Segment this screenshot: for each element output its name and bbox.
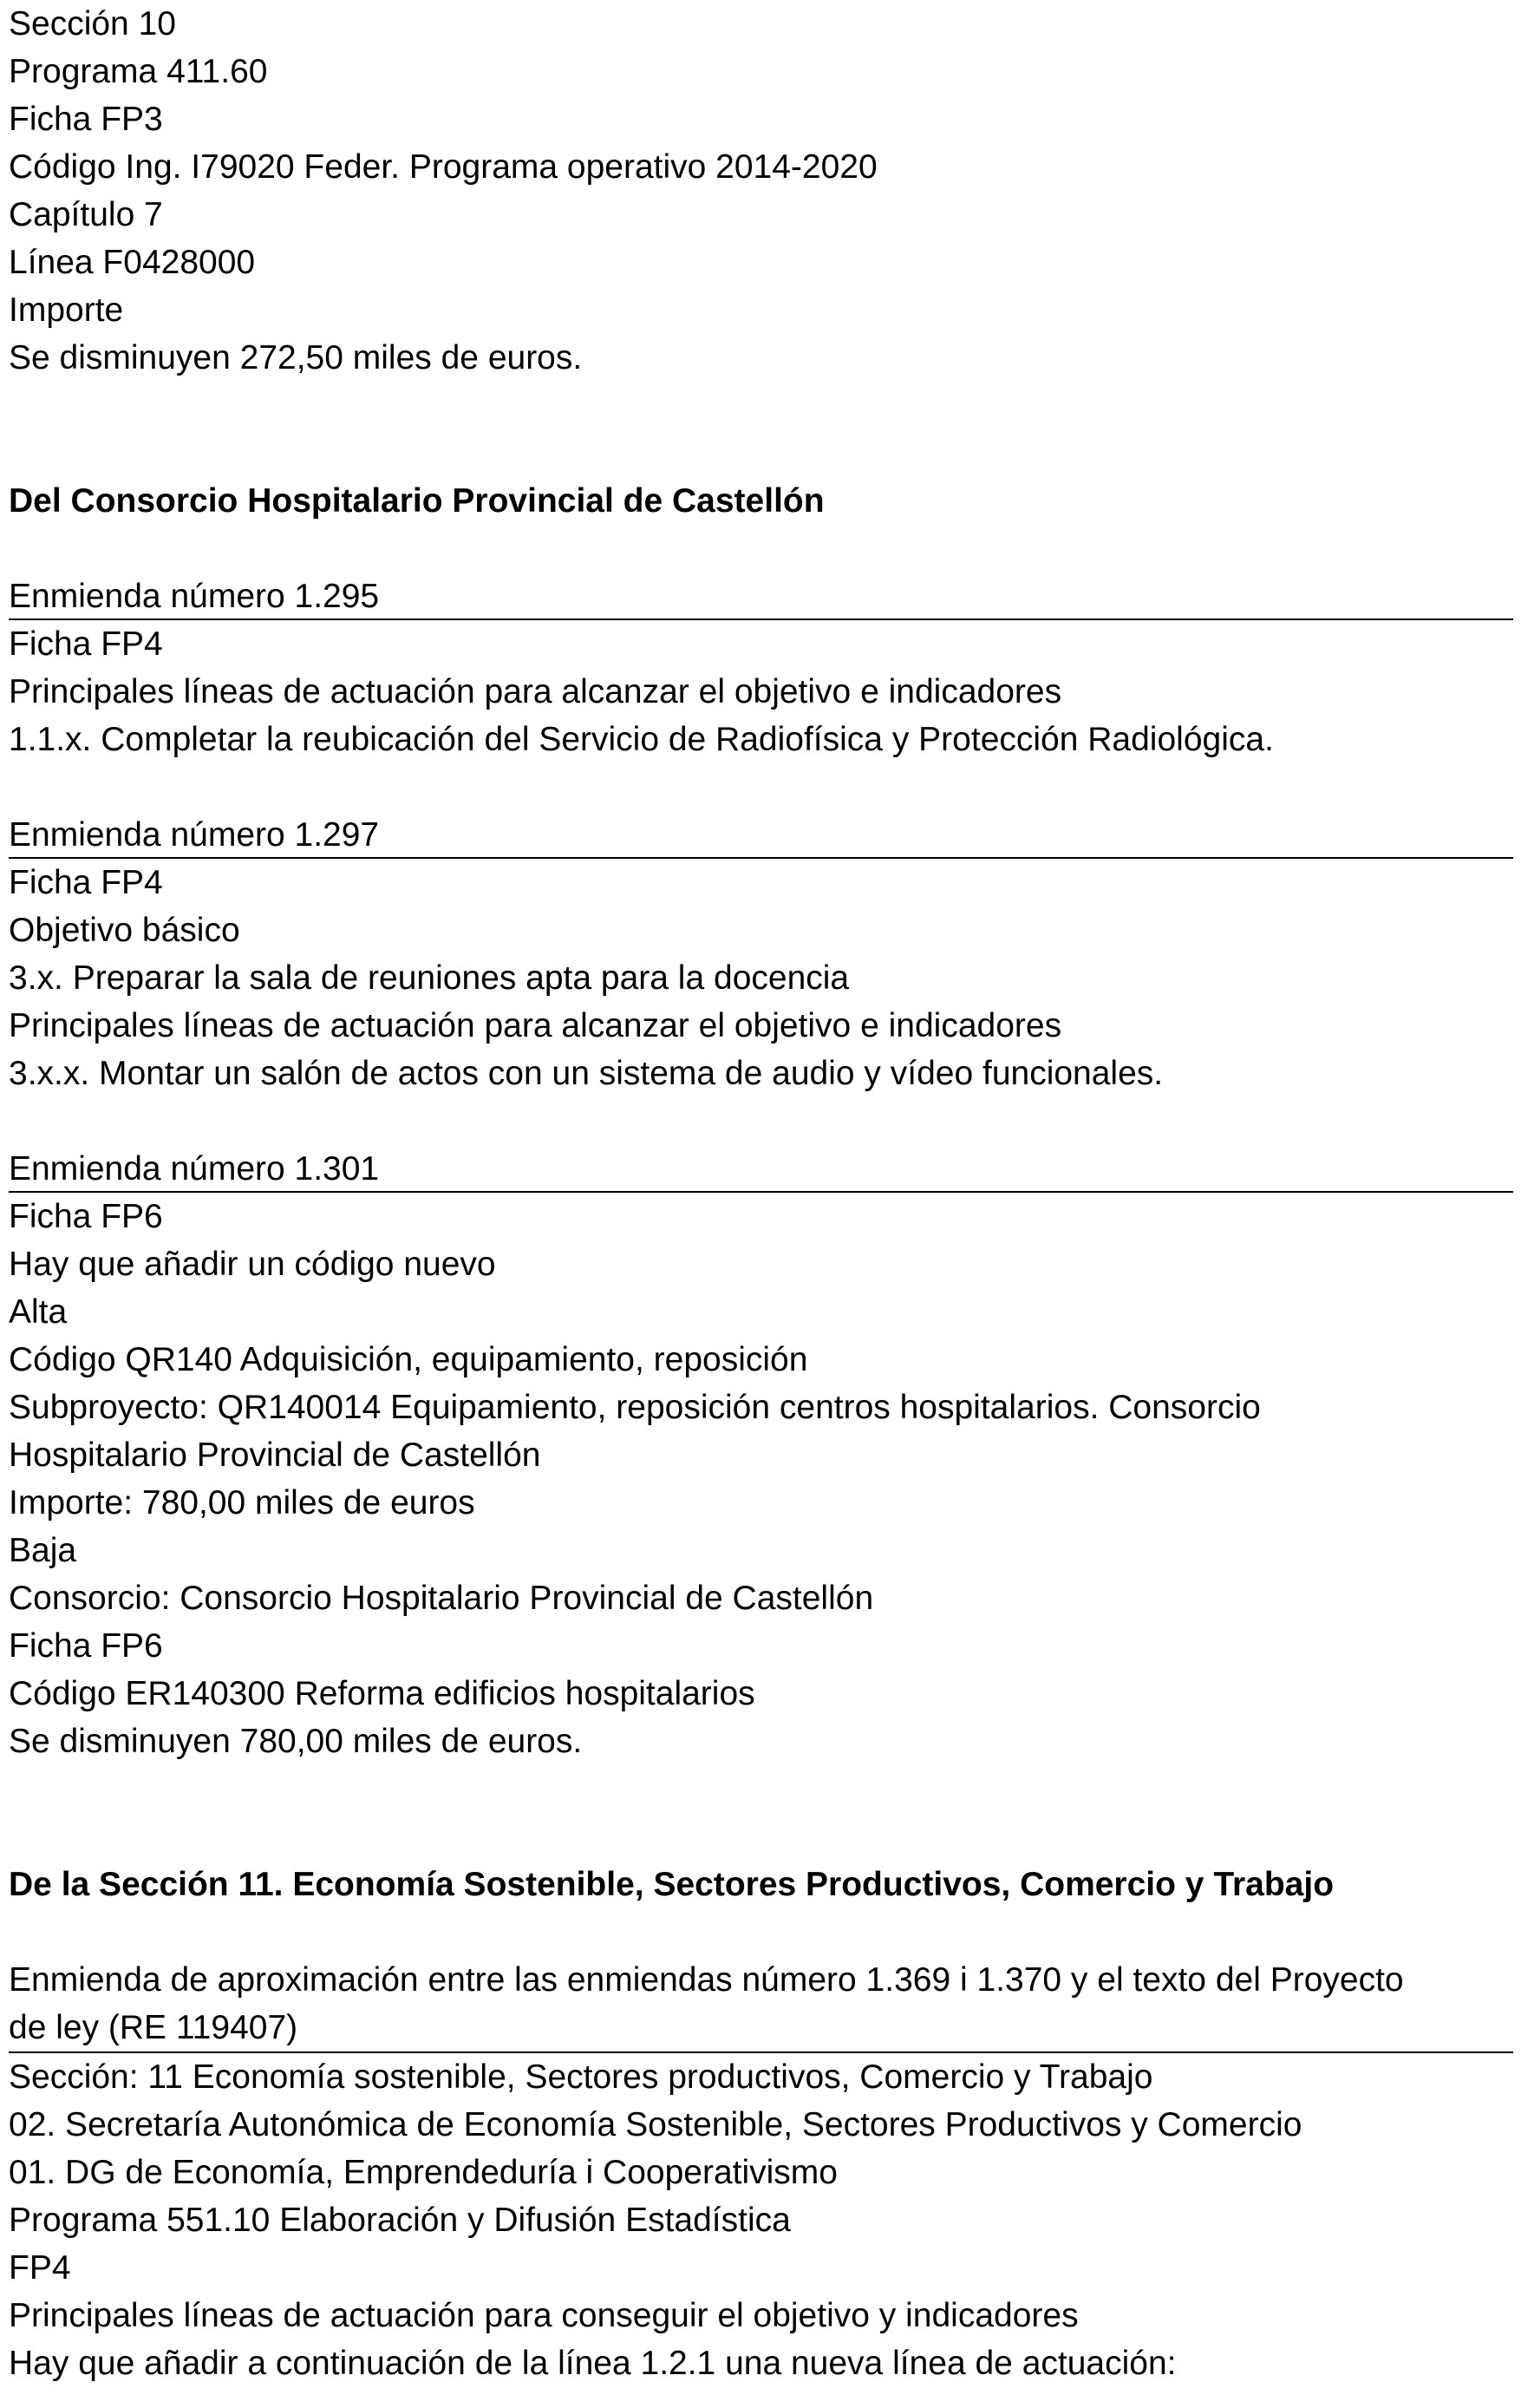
blank-line (9, 525, 1513, 573)
text-line: FP4 (9, 2249, 71, 2287)
amendment-1295 (9, 573, 1513, 763)
blank-line (9, 429, 1513, 477)
text-line: Programa 411.60 (9, 53, 268, 90)
blank-line (9, 382, 1513, 429)
text-line: Se disminuyen 272,50 miles de euros. (9, 339, 583, 376)
text-line: 01. DG de Economía, Emprendeduría i Cooperativismo (9, 2154, 838, 2191)
text-line: Hay que añadir un código nuevo (9, 1246, 496, 1283)
amendment-title: Enmienda número 1.301 (9, 1145, 1513, 1193)
amendment-aproximacion (9, 1956, 1513, 2387)
text-line: Ficha FP4 (9, 864, 163, 901)
text-line: Hay que añadir a continuación de la línea 1.2.1 una nueva línea de actuación: (9, 2345, 1177, 2382)
amendment-1301 (9, 1145, 1513, 1765)
text-line: Programa 551.10 Elaboración y Difusión Estadística (9, 2202, 791, 2239)
blank-line (9, 1908, 1513, 1956)
amendment-title-line: de ley (RE 119407) (9, 2009, 298, 2046)
document-page (9, 0, 1513, 2387)
amendment-1297 (9, 811, 1513, 1097)
text-line: Baja (9, 1532, 77, 1569)
text-line: Ficha FP4 (9, 625, 163, 663)
text-line: Importe: 780,00 miles de euros (9, 1484, 475, 1521)
text-line: 02. Secretaría Autonómica de Economía Sostenible, Sectores Productivos y Comercio (9, 2106, 1302, 2143)
blank-line (9, 1097, 1513, 1145)
text-line: Ficha FP6 (9, 1627, 163, 1665)
text-line: Ficha FP6 (9, 1198, 163, 1235)
amendment-title (9, 1956, 1513, 2053)
blank-line (9, 763, 1513, 811)
text-line: Consorcio: Consorcio Hospitalario Provincial de Castellón (9, 1580, 874, 1617)
text-line: Línea F0428000 (9, 244, 256, 281)
text-line: 1.1.x. Completar la reubicación del Servicio de Radiofísica y Protección Radiológica. (9, 721, 1274, 758)
text-line: 3.x. Preparar la sala de reuniones apta para la docencia (9, 959, 850, 997)
text-line: Código ER140300 Reforma edificios hospitalarios (9, 1675, 755, 1712)
text-line: Se disminuyen 780,00 miles de euros. (9, 1723, 583, 1760)
blank-line (9, 1813, 1513, 1861)
amendment-title: Enmienda número 1.295 (9, 573, 1513, 620)
text-line: Capítulo 7 (9, 196, 163, 233)
text-line: Código QR140 Adquisición, equipamiento, reposición (9, 1341, 808, 1378)
text-line: Alta (9, 1293, 68, 1331)
text-line: Hospitalario Provincial de Castellón (9, 1436, 541, 1474)
text-line: Ficha FP3 (9, 101, 163, 138)
text-line: Sección: 11 Economía sostenible, Sectores productivos, Comercio y Trabajo (9, 2058, 1153, 2096)
blank-line (9, 1765, 1513, 1813)
text-line: Principales líneas de actuación para conseguir el objetivo y indicadores (9, 2297, 1079, 2334)
text-line: 3.x.x. Montar un salón de actos con un sistema de audio y vídeo funcionales. (9, 1055, 1164, 1092)
amendment-title-line: Enmienda de aproximación entre las enmiendas número 1.369 i 1.370 y el texto del Proyecto (9, 1961, 1404, 1999)
section-10-block (9, 0, 1513, 382)
heading-seccion-11: De la Sección 11. Economía Sostenible, Sectores Productivos, Comercio y Trabajo (9, 1866, 1335, 1903)
text-line: Sección 10 (9, 5, 176, 43)
text-line: Código Ing. I79020 Feder. Programa operativo 2014-2020 (9, 148, 878, 186)
heading-castellon: Del Consorcio Hospitalario Provincial de Castellón (9, 482, 825, 520)
text-line: Principales líneas de actuación para alcanzar el objetivo e indicadores (9, 673, 1062, 710)
amendment-title: Enmienda número 1.297 (9, 811, 1513, 859)
text-line: Importe (9, 291, 124, 329)
text-line: Objetivo básico (9, 912, 240, 949)
text-line: Principales líneas de actuación para alcanzar el objetivo e indicadores (9, 1007, 1062, 1044)
text-line: Subproyecto: QR140014 Equipamiento, reposición centros hospitalarios. Consorcio (9, 1389, 1261, 1426)
